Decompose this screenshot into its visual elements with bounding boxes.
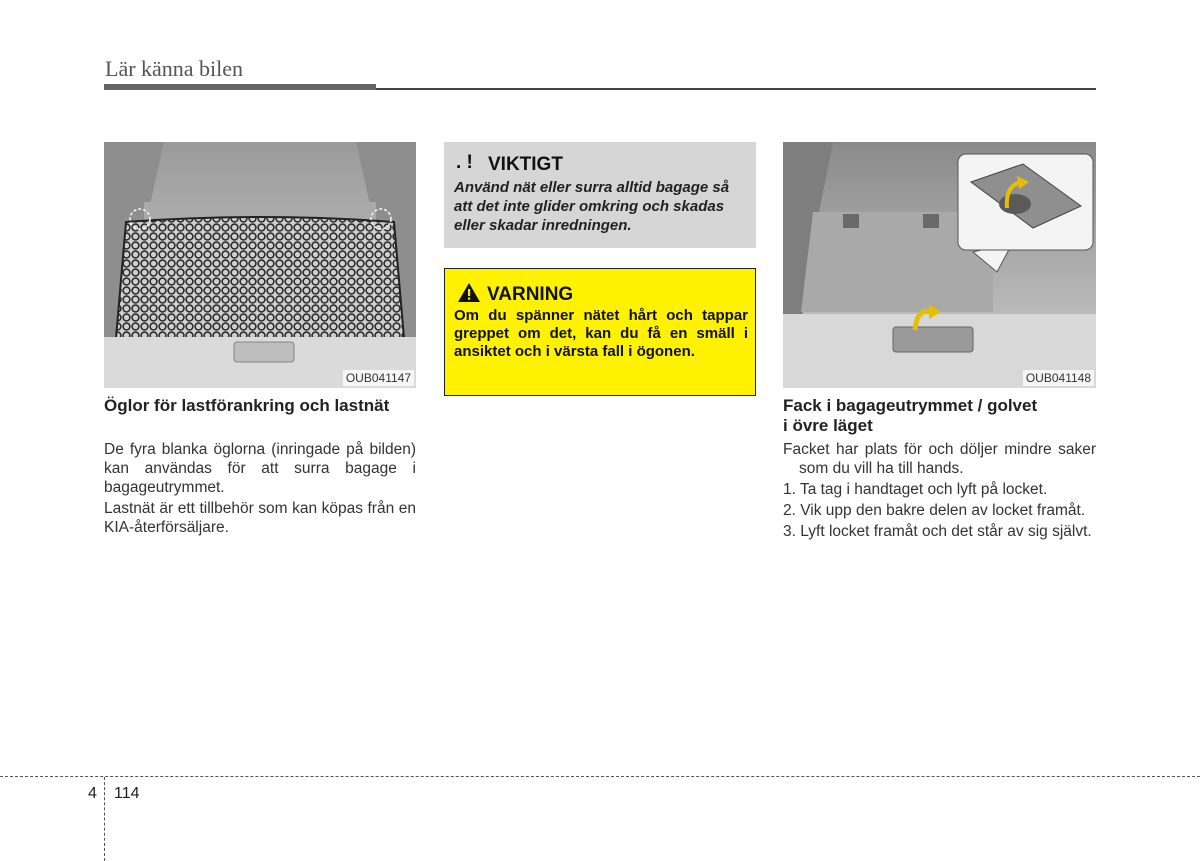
warning-title: VARNING (487, 284, 574, 305)
figure-code: OUB041147 (343, 370, 414, 386)
header-rule-thin (376, 88, 1096, 90)
chapter-number: 4 (88, 785, 97, 802)
warning-triangle-icon (457, 282, 481, 303)
list-item: 3. Lyft locket framåt och det står av sig självt. (783, 523, 1092, 540)
warning-box (444, 268, 756, 396)
paragraph: Facket har plats för och döljer mindre saker som du vill ha till hands. (783, 441, 1096, 477)
footer-rule (0, 776, 1200, 777)
warning-body: Om du spänner nätet hårt och tappar greppet om det, kan du få en smäll i ansiktet och i värsta fall i ögonen. (454, 307, 748, 360)
header-rule (104, 84, 376, 90)
luggage-compartment-figure (783, 142, 1096, 388)
paragraph: De fyra blanka öglorna (inringade på bilden) kan användas för att surra bagage i bagageutrymmet. (104, 441, 416, 496)
section-body (783, 440, 1096, 543)
exclamation-icon: . ! (456, 152, 473, 173)
figure-code: OUB041148 (1023, 370, 1094, 386)
footer-divider (104, 777, 105, 861)
page-number: 114 (114, 785, 140, 802)
cargo-net-illustration (104, 142, 416, 388)
important-notice (444, 142, 756, 248)
section-heading: Fack i bagageutrymmet / golvet i övre läget (783, 396, 1038, 435)
page-title: Lär känna bilen (105, 56, 244, 81)
luggage-compartment-illustration (783, 142, 1096, 388)
notice-body: Använd nät eller surra alltid bagage så att det inte glider omkring och skadas eller skadar inredningen. (454, 179, 730, 234)
cargo-net-figure (104, 142, 416, 388)
section-heading: Öglor för lastförankring och lastnät (104, 396, 390, 415)
list-item: 1. Ta tag i handtaget och lyft på locket. (783, 481, 1048, 498)
paragraph: Lastnät är ett tillbehör som kan köpas från en KIA-återförsäljare. (104, 500, 416, 536)
notice-title: VIKTIGT (488, 154, 563, 175)
list-item: 2. Vik upp den bakre delen av locket framåt. (783, 502, 1086, 519)
section-body (104, 440, 416, 539)
